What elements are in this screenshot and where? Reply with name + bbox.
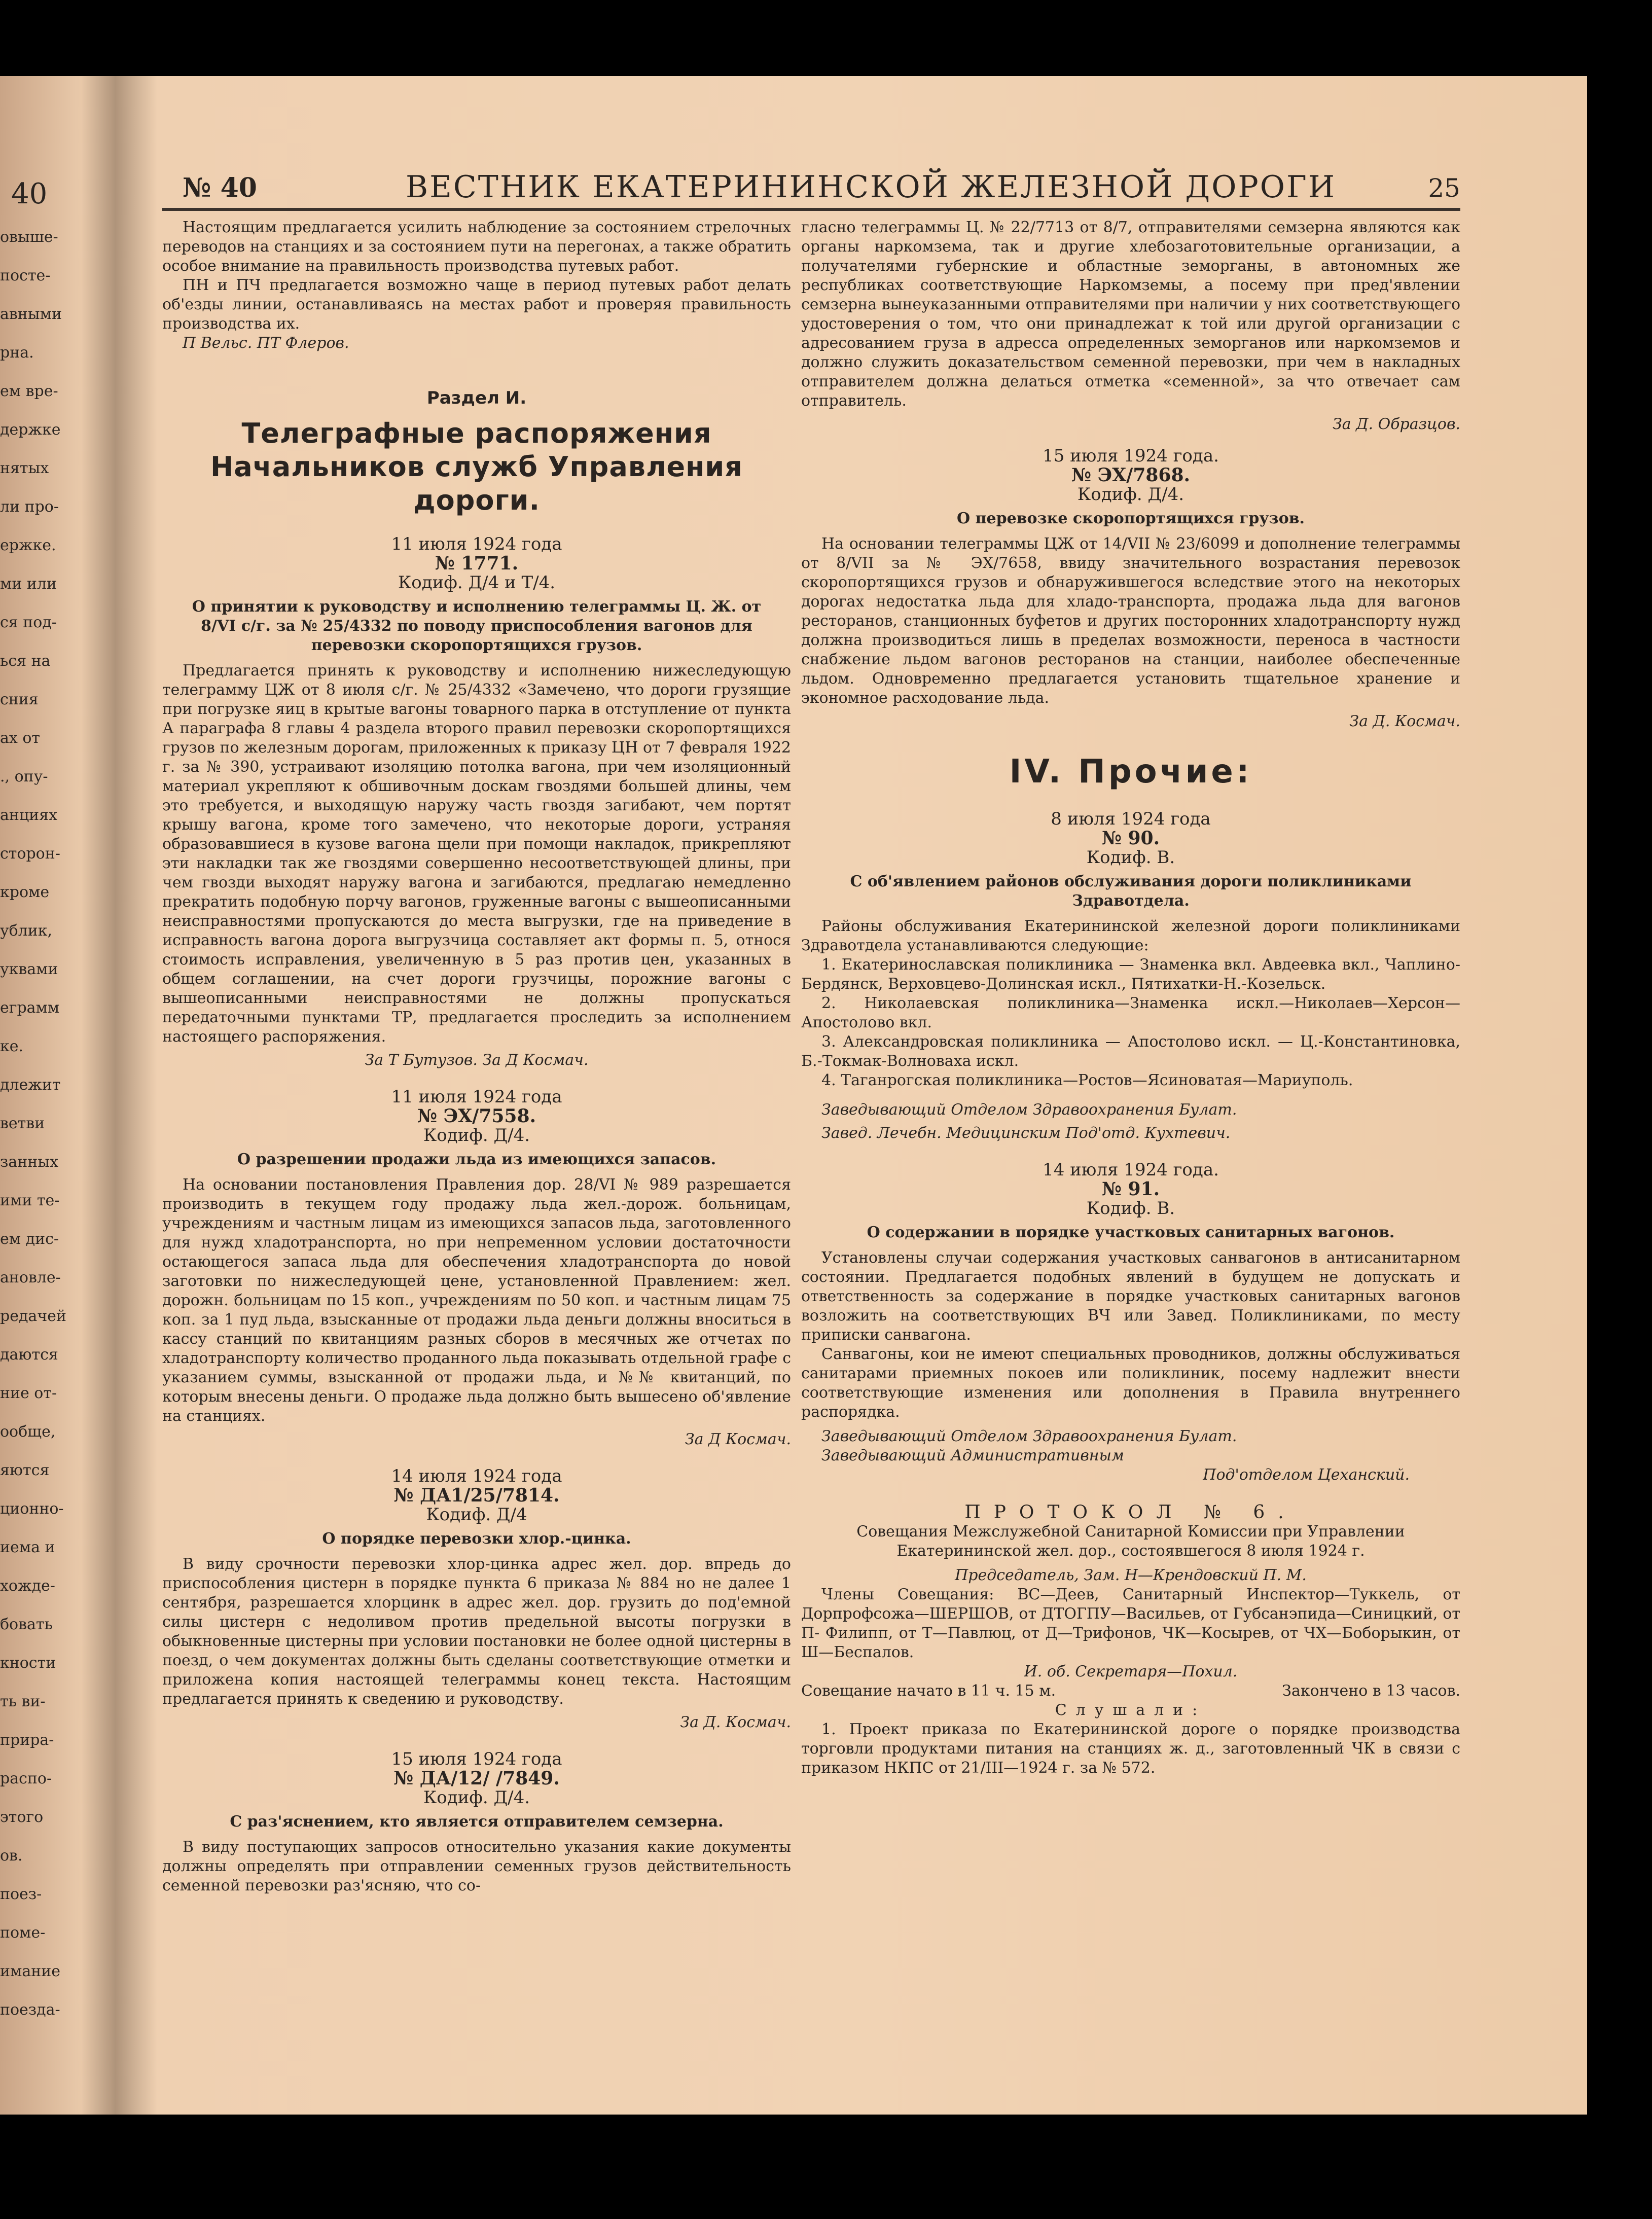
order-signature: Заведывающий Административным [821, 1447, 1124, 1464]
page-number: 25 [1428, 173, 1460, 203]
previous-page-fragment: длежит [0, 1076, 61, 1094]
protocol-title: ПРОТОКОЛ № 6. [964, 1502, 1297, 1523]
previous-page-fragment: ке. [0, 1037, 24, 1055]
order-number: № ДА/12/ /7849. [393, 1768, 560, 1789]
order-subject: О содержании в порядке участковых санитарных вагонов. [867, 1224, 1395, 1241]
order-codification: Кодиф. Д/4 и Т/4. [398, 572, 556, 593]
section-label: Раздел И. [426, 388, 527, 408]
order-subject: О порядке перевозки хлор.-цинка. [322, 1530, 631, 1548]
order-signature: Заведывающий Отделом Здравоохранения Булат. [821, 1101, 1237, 1119]
previous-page-fragment: еграмм [0, 999, 60, 1017]
order-signature: Заведывающий Отделом Здравоохранения Булат. [821, 1427, 1237, 1445]
order-body: На основании постановления Правления дор. 28/VI № 989 разрешается производить в текущем году продажу льда жел.-дорож. больницам, учреждениям и частным лицам из имеющихся запасов льда, заготовленного для нужд хладотранспорта, но при непременном условии достаточности остающегося запаса льда для обеспечения хладотранспорта до новой заготовки по нижеследующей цене, установленной Правлением: жел. дорожн. больницам по 15 коп., учреждениям по 50 коп. и частным лицам 75 коп. за 1 пуд льда, взысканные от продажи льда деньги должны вноситься в кассу станций по квитанциям разных сборов в месячных же отчетах по хладотранспорту количество проданного льда показывать отдельной графе с указанием суммы, взысканной от продажи льда, и №№ квитанций, по которым внесены деньги. О продаже льда должно быть вышесено об'явление на станциях. [162, 1176, 791, 1425]
previous-page-fragment: ановле- [0, 1269, 61, 1286]
previous-page-fragment: поез- [0, 1885, 42, 1903]
order-date: 14 июля 1924 года [391, 1466, 562, 1486]
list-item: 2. Николаевская поликлиника—Знаменка искл.—Николаев—Херсон—Апостолово вкл. [801, 994, 1460, 1031]
previous-page-fragment: анциях [0, 806, 58, 824]
page-header [162, 167, 1460, 211]
issue-number: № 40 [183, 172, 257, 203]
previous-page-fragment: овыше- [0, 228, 58, 246]
previous-page-fragment: ообще, [0, 1423, 56, 1441]
order-date: 11 июля 1924 года [391, 534, 562, 554]
previous-page-fragment: ем вре- [0, 382, 58, 400]
order-codification: Кодиф. В. [1086, 847, 1175, 868]
previous-page-fragment: ем дис- [0, 1230, 59, 1248]
list-item: 4. Таганрогская поликлиника—Ростов—Ясиноватая—Мариуполь. [821, 1071, 1353, 1089]
previous-page-fragment: ли про- [0, 498, 59, 516]
order-subject: О разрешении продажи льда из имеющихся запасов. [237, 1151, 716, 1168]
order-date: 14 июля 1924 года. [1043, 1160, 1219, 1180]
list-item: 3. Александровская поликлиника — Апостолово искл. — Ц.-Константиновка, Б.-Токмак-Волноваха искл. [801, 1033, 1460, 1070]
previous-page-fragment: ся под- [0, 614, 57, 631]
previous-page-fragment: этого [0, 1808, 44, 1826]
order-intro: Районы обслуживания Екатерининской железной дороги поликлиниками Здравотдела устанавливаются следующие: [801, 917, 1460, 954]
protocol-heard: Слушали: [1055, 1701, 1207, 1719]
order-subject: С об'явлением районов обслуживания дороги поликлиниками Здравотдела. [850, 873, 1412, 910]
order-body: Предлагается принять к руководству и исполнению нижеследующую телеграмму ЦЖ от 8 июля с/г. № 25/4332 «Замечено, что дороги грузящие при погрузке яиц в крытые вагоны товарного парка в отступление от пункта А параграфа 8 главы 4 раздела второго правил перевозки скоропортящихся грузов по железным дорогам, приложенных к приказу ЦН от 7 февраля 1922 г. за № 390, устраивают изоляцию потолка вагона, при чем изоляционный материал укрепляют к обшивочным доскам гвоздями большей длины, чем это требуется, и выходящую наружу часть гвоздя загибают, чем портят крышу вагона, кроме того замечено, что некоторые дороги, устраняя образовавшиеся в кузове вагона щели при помощи накладок, прикрепляют эти накладки так же гвоздями совершенно несоответствующей длины, при чем гвозди выходят наружу вагона и загибаются, предлагаю немедленно прекратить подобную порчу вагонов, груженные вагоны с вышеописанными неисправностями пропускаются до места выгрузки, где на приведение в исправность вагона дорога выгрузчица составляет акт формы п. 5, относя стоимость исправления, увеличенную в 5 раз против цен, указанных в общем соглашении, на счет дороги грузчицы, порожние вагоны с вышеописанными неисправностями не должны пропускаться передаточными пунктами ТР, предлагается проследить за исполнением настоящего распоряжения. [162, 662, 791, 1046]
previous-page-fragment: ть ви- [0, 1693, 46, 1710]
previous-page-fragment: ., опу- [0, 768, 48, 785]
order-number: № 90. [1101, 828, 1160, 849]
order-body: Санвагоны, кои не имеют специальных проводников, должны обслуживаться санитарами приемных покоев или поликлиник, посему надлежит внести соответствующие изменения или дополнения в Правила внутреннего распорядка. [801, 1345, 1460, 1421]
order-date: 15 июля 1924 года [391, 1749, 562, 1769]
previous-page-fragment: даются [0, 1346, 58, 1364]
newspaper-page [0, 76, 1587, 2115]
previous-page-fragment: ми или [0, 575, 57, 593]
right-column [801, 218, 1460, 1778]
previous-page-fragment: сторон- [0, 845, 60, 863]
order-signature: За Д. Образцов. [1333, 415, 1460, 433]
order-number: № ЭХ/7868. [1071, 464, 1191, 486]
previous-page-fragment: яются [0, 1461, 50, 1479]
previous-page-fragment: кроме [0, 883, 50, 901]
order-date: 11 июля 1924 года [391, 1087, 562, 1107]
previous-page-strip [0, 76, 112, 2115]
previous-page-fragment: держке [0, 421, 61, 439]
previous-page-fragment: имание [0, 1962, 60, 1980]
previous-page-fragment: редачей [0, 1307, 66, 1325]
previous-page-fragment: распо- [0, 1770, 52, 1787]
previous-page-fragment: авными [0, 305, 62, 323]
protocol-secretary: И. об. Секретаря—Похил. [1024, 1663, 1238, 1680]
order-codification: Кодиф. В. [1086, 1198, 1175, 1219]
protocol-end: Закончено в 13 часов. [1282, 1682, 1460, 1700]
order-codification: Кодиф. Д/4. [423, 1787, 530, 1808]
order-date: 15 июля 1924 года. [1043, 446, 1219, 466]
previous-page-fragment: ние от- [0, 1384, 57, 1402]
previous-page-fragment: уквами [0, 960, 58, 978]
previous-page-fragment: ветви [0, 1115, 45, 1132]
order-subject: О принятии к руководству и исполнению телеграммы Ц. Ж. от 8/VI с/г. за № 25/4332 по поводу приспособления вагонов для перевозки скоропортящихся грузов. [192, 598, 762, 654]
intro-paragraph-1: Настоящим предлагается усилить наблюдение за состоянием стрелочных переводов на станциях и за состоянием пути на перегонах, а также обратить особое внимание на правильность производства путевых работ. [162, 219, 791, 275]
order-signature: Под'отделом Цеханский. [1203, 1466, 1410, 1484]
protocol-chairman: Председатель, Зам. Н—Крендовский П. М. [955, 1566, 1307, 1584]
journal-title: ВЕСТНИК ЕКАТЕРИНИНСКОЙ ЖЕЛЕЗНОЙ ДОРОГИ [406, 169, 1337, 205]
order-number: № ЭХ/7558. [417, 1105, 536, 1127]
previous-page-fragment: занных [0, 1153, 59, 1171]
section-title: IV. Прочие: [1009, 753, 1252, 791]
list-item: 1. Екатеринославская поликлиника — Знаменка вкл. Авдеевка вкл., Чаплино-Бердянск, Верховцево-Долинская искл., Пятихатки-Н.-Козельск. [801, 956, 1460, 993]
order-body: На основании телеграммы ЦЖ от 14/VII № 23/6099 и дополнение телеграммы от 8/VII за № ЭХ/7658, ввиду значительного возрастания перевозок скоропортящихся грузов и обнаружившегося вследствие этого на некоторых дорогах недостатка льда для хладо-транспорта, продажа льда для вагонов ресторанов, станционных буфетов и других посторонних хладотранспорту нужд должна производиться лишь в пределах возможности, переноса в частности снабжение льдом вагонов ресторанов на станции, наиболее обеспеченные льдом. Одновременно предлагается установить тщательное хранение и экономное расходование льда. [801, 535, 1460, 707]
previous-page-fragment: кности [0, 1654, 56, 1672]
order-codification: Кодиф. Д/4. [1077, 484, 1184, 505]
protocol-times [801, 1681, 1460, 1701]
previous-page-fragment: прира- [0, 1731, 54, 1749]
order-number: № 1771. [435, 553, 519, 574]
order-signature: За Д. Космач. [680, 1713, 791, 1731]
protocol-item: 1. Проект приказа по Екатерининской дороге о порядке производства торговли продуктами питания на станциях ж. д., заготовленный ЧК в связи с приказом НКПС от 21/III—1924 г. за № 572. [801, 1721, 1460, 1777]
order-signature: За Д Космач. [685, 1430, 791, 1448]
previous-page-fragment: ими те- [0, 1192, 60, 1209]
order-body: В виду срочности перевозки хлор-цинка адрес жел. дор. впредь до приспособления цистерн в порядке пункта 6 приказа № 884 но не далее 1 сентября, разрешается хлорцинк в адрес жел. дор. грузить до под'емной силы цистерн с недоливом против предельной высоты погрузки в обыкновенные цистерны при условии постановки не более одной цистерны в поезд, о чем документах должны быть сделаны соответствующие отметки и приложена копия настоящей телеграммы конец текста. Настоящим предлагается принять к сведению и руководству. [162, 1555, 791, 1708]
previous-page-fragment: поезда- [0, 2001, 60, 2019]
order-number: № 91. [1101, 1178, 1160, 1200]
order-body: В виду поступающих запросов относительно указания какие документы должны определять при отправлении семенных грузов действительность семенной перевозки раз'ясняю, что со- [162, 1838, 791, 1894]
order-signature: За Д. Космач. [1349, 712, 1460, 730]
protocol-members: Члены Совещания: ВС—Деев, Санитарный Инспектор—Туккель, от Дорпрофсожа—ШЕРШОВ, от ДТОГПУ—Васильев, от Губсанэпида—Синицкий, от П- Филипп, от Т—Павлюц, от Д—Трифонов, ЧК—Косырев, от ЧХ—Боборыкин, от Ш—Беспалов. [801, 1586, 1460, 1661]
order-date: 8 июля 1924 года [1051, 809, 1211, 829]
order-signature: За Т Бутузов. За Д Космач. [365, 1051, 589, 1069]
previous-page-fragment: нятых [0, 459, 49, 477]
order-subject: О перевозке скоропортящихся грузов. [957, 510, 1305, 527]
previous-page-fragment: посте- [0, 267, 51, 284]
order-subject: С раз'яснением, кто является отправителем семзерна. [230, 1813, 724, 1831]
continued-body: гласно телеграммы Ц. № 22/7713 от 8/7, отправителями семзерна являются как органы наркомзема, так и другие хлебозаготовительные организации, а получателями губернские и областные земорганы, в автономных же республиках соответствующие Наркомземы, а посему при пред'явлении семзерна вынеуказанными отправителями при наличии у них соответствующего удостоверения о том, что они принадлежат к той или другой организации с адресованием груза в адресса определенных земорганов или наркомземов и должно служить доказательством семенной перевозки, при чем в накладных отправителем должна делаться отметка «семенной», за что отвечает сам отправитель. [801, 219, 1460, 410]
intro-signature: П Вельс. ПТ Флеров. [183, 334, 349, 352]
previous-page-fragment: сния [0, 691, 39, 708]
previous-page-fragment: ов. [0, 1847, 23, 1865]
previous-page-fragment: рна. [0, 344, 34, 362]
previous-page-fragment: поме- [0, 1924, 46, 1942]
protocol-description: Совещания Межслужебной Санитарной Комиссии при Управлении Екатерининской жел. дор., состоявшегося 8 июля 1924 г. [856, 1523, 1405, 1560]
order-codification: Кодиф. Д/4 [426, 1505, 527, 1525]
order-codification: Кодиф. Д/4. [423, 1125, 530, 1146]
previous-page-fragment: ержке. [0, 536, 56, 554]
previous-page-fragment: ься на [0, 652, 51, 670]
previous-page-fragment: ах от [0, 729, 40, 747]
intro-paragraph-2: ПН и ПЧ предлагается возможно чаще в период путевых работ делать об'езды линии, останавливаясь на местах работ и проверяя правильность производства их. [162, 276, 791, 333]
left-column [162, 218, 791, 1895]
order-number: № ДА1/25/7814. [393, 1485, 560, 1506]
order-body: Установлены случаи содержания участковых санвагонов в антисанитарном состоянии. Предлагается подобных явлений в будущем не допускать и ответственность за содержание в порядке участковых санитарных вагонов возложить на соответствующих ВЧ или Завед. Поликлиниками, по месту приписки санвагона. [801, 1249, 1460, 1344]
previous-page-fragment: ублик, [0, 922, 53, 940]
previous-page-fragment: хожде- [0, 1577, 55, 1595]
previous-page-number: 40 [11, 177, 48, 210]
order-signature: Завед. Лечебн. Медицинским Под'отд. Кухтевич. [821, 1124, 1231, 1142]
previous-page-fragment: иема и [0, 1538, 55, 1556]
section-title: Телеграфные распоряжения Начальников служб Управления дороги. [210, 417, 743, 516]
previous-page-fragment: ционно- [0, 1500, 64, 1518]
previous-page-fragment: бовать [0, 1616, 53, 1633]
protocol-start: Совещание начато в 11 ч. 15 м. [801, 1682, 1056, 1700]
